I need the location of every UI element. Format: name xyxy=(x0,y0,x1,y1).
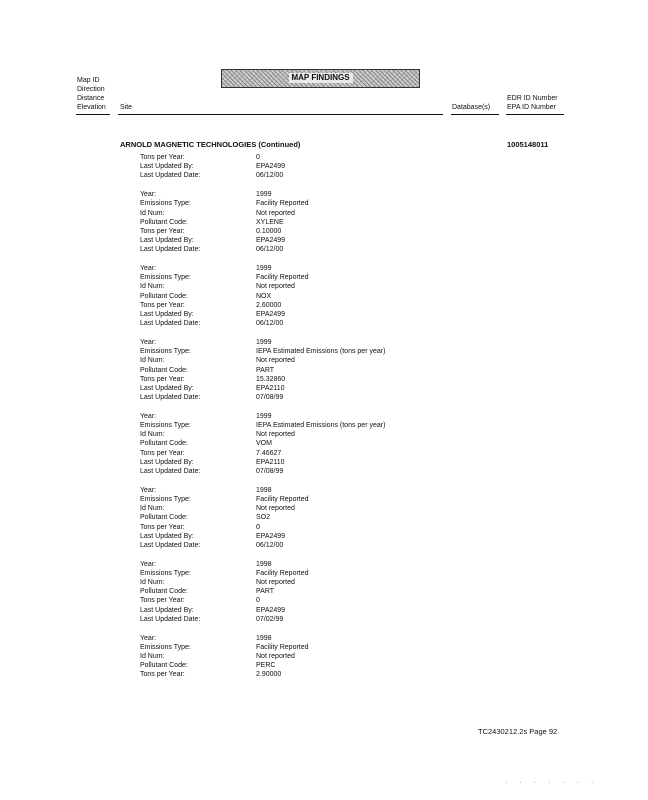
field-value: 2.60000 xyxy=(256,301,282,309)
field-label: Last Updated Date: xyxy=(140,541,201,549)
field-label: Tons per Year: xyxy=(140,523,185,531)
record-row xyxy=(140,319,440,328)
facility-name: ARNOLD MAGNETIC TECHNOLOGIES (Continued) xyxy=(120,140,301,149)
record-row xyxy=(140,245,440,254)
emission-record xyxy=(140,190,440,254)
field-label: Year: xyxy=(140,560,157,568)
record-row xyxy=(140,587,440,596)
field-value: PART xyxy=(256,366,275,374)
field-label: Tons per Year: xyxy=(140,671,185,679)
field-label: Emissions Type: xyxy=(140,422,191,430)
field-value: 06/12/00 xyxy=(256,246,284,254)
field-label: Pollutant Code: xyxy=(140,366,188,374)
field-label: Last Updated By: xyxy=(140,163,194,171)
header-rule-site xyxy=(118,114,443,115)
record-row xyxy=(140,634,440,643)
field-label: Id Num: xyxy=(140,357,165,365)
record-row xyxy=(140,310,440,319)
record-row xyxy=(140,458,440,467)
field-value: Not reported xyxy=(256,505,295,513)
field-label: Tons per Year: xyxy=(140,154,185,161)
field-value: NOX xyxy=(256,292,272,300)
map-id-label: Map ID xyxy=(77,77,100,84)
record-row xyxy=(140,199,440,208)
field-value: EPA2499 xyxy=(256,311,286,318)
field-label: Last Updated By: xyxy=(140,384,194,392)
record-row xyxy=(140,532,440,541)
field-value: 06/12/00 xyxy=(256,541,284,549)
record-row xyxy=(140,218,440,227)
field-value: Facility Reported xyxy=(256,569,309,577)
field-value: 07/08/99 xyxy=(256,394,284,402)
field-value: 1999 xyxy=(256,412,272,420)
field-value: Facility Reported xyxy=(256,495,309,503)
field-value: 1998 xyxy=(256,634,272,642)
record-row xyxy=(140,227,440,236)
field-label: Id Num: xyxy=(140,283,165,291)
record-row xyxy=(140,292,440,301)
field-value: 15.32860 xyxy=(256,375,286,383)
field-label: Emissions Type: xyxy=(140,348,191,356)
field-label: Pollutant Code: xyxy=(140,514,188,522)
record-row xyxy=(140,495,440,504)
record-row xyxy=(140,486,440,495)
record-row xyxy=(140,236,440,245)
field-value: 0 xyxy=(256,597,260,605)
field-label: Last Updated Date: xyxy=(140,394,201,402)
field-label: Year: xyxy=(140,486,157,494)
record-row xyxy=(140,190,440,199)
field-label: Emissions Type: xyxy=(140,643,191,651)
field-label: Last Updated Date: xyxy=(140,615,201,623)
emission-record xyxy=(140,634,440,680)
record-row xyxy=(140,171,440,180)
record-row xyxy=(140,606,440,615)
field-label: Last Updated Date: xyxy=(140,246,201,254)
record-row xyxy=(140,356,440,365)
field-value: 06/12/00 xyxy=(256,172,284,180)
record-row xyxy=(140,301,440,310)
field-value: Not reported xyxy=(256,283,295,291)
site-label: Site xyxy=(120,104,133,111)
edr-id-label: EDR ID Number xyxy=(507,95,558,102)
emission-record xyxy=(140,338,440,402)
map-findings-banner xyxy=(221,69,420,88)
field-value: XYLENE xyxy=(256,218,284,226)
record-row xyxy=(140,412,440,421)
field-label: Tons per Year: xyxy=(140,597,185,605)
field-value: EPA2110 xyxy=(256,458,285,466)
record-row xyxy=(140,615,440,624)
field-value: EPA2499 xyxy=(256,532,286,540)
distance-label: Distance xyxy=(77,95,105,102)
field-label: Id Num: xyxy=(140,652,165,660)
field-value: EPA2499 xyxy=(256,606,286,614)
field-value: SO2 xyxy=(256,514,271,522)
emission-record xyxy=(140,153,440,181)
record-row xyxy=(140,264,440,273)
record-row xyxy=(140,523,440,532)
record-row xyxy=(140,347,440,356)
field-value: 0.10000 xyxy=(256,227,282,235)
field-label: Id Num: xyxy=(140,505,165,513)
field-label: Tons per Year: xyxy=(140,449,185,457)
field-label: Tons per Year: xyxy=(140,301,185,309)
field-label: Last Updated By: xyxy=(140,311,194,318)
field-value: 7.46627 xyxy=(256,449,282,457)
direction-label: Direction xyxy=(77,86,105,93)
field-label: Tons per Year: xyxy=(140,227,185,235)
emission-record xyxy=(140,412,440,476)
record-row xyxy=(140,596,440,605)
emission-record xyxy=(140,560,440,624)
field-value: IEPA Estimated Emissions (tons per year) xyxy=(256,422,386,430)
emission-record xyxy=(140,264,440,328)
record-row xyxy=(140,393,440,402)
field-value: 1998 xyxy=(256,486,272,494)
page-reference: TC2430212.2s Page 92 xyxy=(478,727,558,736)
field-value: 1999 xyxy=(256,265,272,273)
field-value: EPA2499 xyxy=(256,163,286,171)
field-value: Facility Reported xyxy=(256,200,309,208)
field-label: Last Updated By: xyxy=(140,606,194,614)
field-label: Pollutant Code: xyxy=(140,662,188,670)
field-label: Pollutant Code: xyxy=(140,588,188,596)
record-row xyxy=(140,467,440,476)
field-label: Emissions Type: xyxy=(140,274,191,282)
record-row xyxy=(140,449,440,458)
record-row xyxy=(140,513,440,522)
field-label: Id Num: xyxy=(140,209,165,217)
record-row xyxy=(140,661,440,670)
database-label: Database(s) xyxy=(452,104,491,111)
field-value: Not reported xyxy=(256,652,295,660)
record-row xyxy=(140,541,440,550)
field-label: Emissions Type: xyxy=(140,200,191,208)
record-row xyxy=(140,421,440,430)
field-label: Last Updated By: xyxy=(140,458,194,466)
field-label: Last Updated Date: xyxy=(140,172,201,180)
field-label: Id Num: xyxy=(140,579,165,587)
field-value: 07/08/99 xyxy=(256,468,284,475)
field-label: Id Num: xyxy=(140,431,165,439)
field-label: Pollutant Code: xyxy=(140,440,188,448)
record-row xyxy=(140,209,440,218)
field-label: Year: xyxy=(140,412,157,420)
field-label: Pollutant Code: xyxy=(140,292,188,300)
field-label: Year: xyxy=(140,265,157,273)
scan-artifact-dots: ······· xyxy=(505,779,606,786)
field-value: Not reported xyxy=(256,209,295,217)
field-value: IEPA Estimated Emissions (tons per year) xyxy=(256,348,386,356)
header-rule-edr xyxy=(506,114,564,115)
field-label: Year: xyxy=(140,191,157,199)
field-label: Year: xyxy=(140,338,157,346)
field-label: Last Updated By: xyxy=(140,237,194,245)
field-label: Last Updated Date: xyxy=(140,468,201,475)
field-value: Facility Reported xyxy=(256,643,309,651)
elevation-label: Elevation xyxy=(77,104,106,111)
record-row xyxy=(140,384,440,393)
field-value: Not reported xyxy=(256,357,295,365)
record-row xyxy=(140,643,440,652)
record-row xyxy=(140,162,440,171)
record-row xyxy=(140,569,440,578)
field-value: VOM xyxy=(256,440,272,448)
record-row xyxy=(140,670,440,679)
record-row xyxy=(140,439,440,448)
field-value: 07/02/99 xyxy=(256,615,284,623)
epa-id-label: EPA ID Number xyxy=(507,104,556,111)
field-label: Tons per Year: xyxy=(140,375,185,383)
field-value: 0 xyxy=(256,154,260,161)
field-label: Last Updated By: xyxy=(140,532,194,540)
field-label: Last Updated Date: xyxy=(140,320,201,328)
field-label: Pollutant Code: xyxy=(140,218,188,226)
field-value: 1999 xyxy=(256,338,272,346)
header-rule-database xyxy=(451,114,499,115)
emission-record xyxy=(140,486,440,550)
record-row xyxy=(140,652,440,661)
field-value: 06/12/00 xyxy=(256,320,284,328)
field-label: Emissions Type: xyxy=(140,569,191,577)
field-value: PART xyxy=(256,588,275,596)
record-row xyxy=(140,153,440,162)
header-left-labels xyxy=(77,76,106,112)
facility-edr-id: 1005148011 xyxy=(507,140,549,149)
field-value: PERC xyxy=(256,662,276,670)
record-row xyxy=(140,273,440,282)
field-value: Not reported xyxy=(256,431,295,439)
banner-title: MAP FINDINGS xyxy=(288,73,352,83)
header-right-labels xyxy=(507,94,558,112)
header-rule-left xyxy=(76,114,110,115)
record-row xyxy=(140,430,440,439)
record-row xyxy=(140,560,440,569)
record-row xyxy=(140,504,440,513)
record-row xyxy=(140,375,440,384)
record-row xyxy=(140,366,440,375)
field-value: Facility Reported xyxy=(256,274,309,282)
field-value: 0 xyxy=(256,523,260,531)
record-row xyxy=(140,282,440,291)
field-value: 1999 xyxy=(256,191,272,199)
emissions-records xyxy=(140,153,440,689)
record-row xyxy=(140,338,440,347)
field-label: Emissions Type: xyxy=(140,495,191,503)
field-value: EPA2110 xyxy=(256,384,285,392)
field-label: Year: xyxy=(140,634,157,642)
field-value: 1998 xyxy=(256,560,272,568)
field-value: EPA2499 xyxy=(256,237,286,245)
field-value: Not reported xyxy=(256,579,295,587)
field-value: 2.90000 xyxy=(256,671,282,679)
record-row xyxy=(140,578,440,587)
